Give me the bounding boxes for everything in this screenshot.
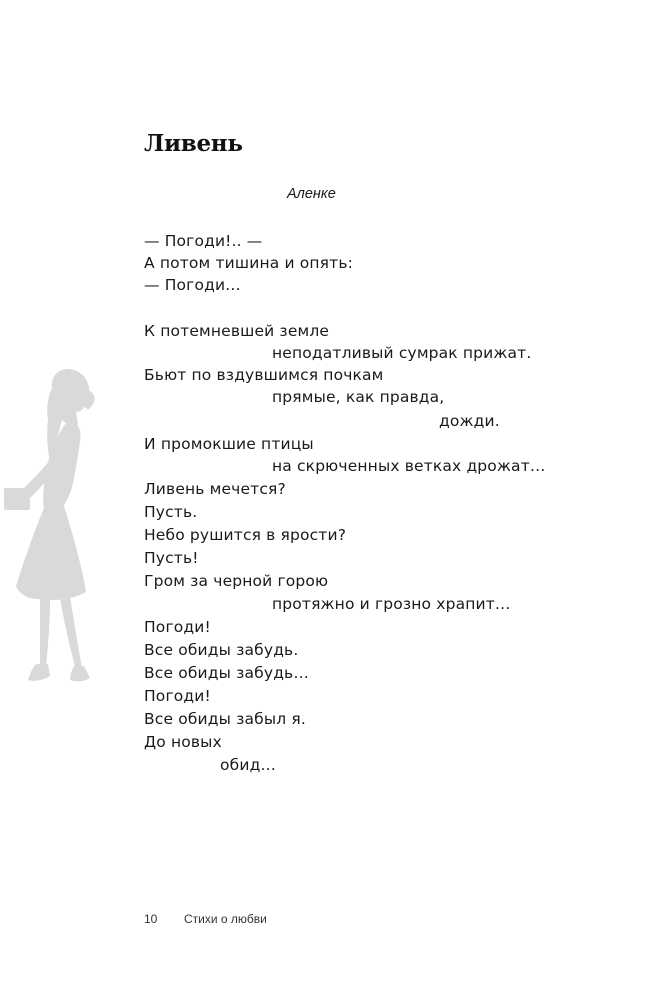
poem-line: — Погоди… <box>144 276 241 294</box>
poem-line: обид… <box>220 756 277 774</box>
poem-line: Небо рушится в ярости? <box>144 526 347 544</box>
poem-line: Гром за черной горою <box>144 572 329 590</box>
poem-line: дожди. <box>439 412 500 430</box>
poem-line: неподатливый сумрак прижат. <box>272 344 532 362</box>
poem-line: Все обиды забудь… <box>144 664 309 682</box>
poem-line: Пусть. <box>144 503 198 521</box>
page-number: 10 <box>144 912 158 926</box>
poem-line: И промокшие птицы <box>144 435 314 453</box>
poem-line: Бьют по вздувшимся почкам <box>144 366 384 384</box>
poem-line: протяжно и грозно храпит… <box>272 595 511 613</box>
poem-line: К потемневшей земле <box>144 322 330 340</box>
poem-line: на скрюченных ветках дрожат… <box>272 457 546 475</box>
poem-line: Ливень мечется? <box>144 480 286 498</box>
poem-line: А потом тишина и опять: <box>144 254 353 272</box>
poem-dedication: Аленке <box>287 186 336 202</box>
poem-line: Все обиды забыл я. <box>144 710 306 728</box>
poem-line: Все обиды забудь. <box>144 641 299 659</box>
poem-title: Ливень <box>144 130 243 157</box>
woman-silhouette-icon <box>0 360 110 700</box>
poem-line: Погоди! <box>144 618 211 636</box>
poem-line: До новых <box>144 733 222 751</box>
poem-line: — Погоди!.. — <box>144 232 263 250</box>
poem-line: Погоди! <box>144 687 211 705</box>
running-title: Стихи о любви <box>184 912 267 926</box>
poem-line: Пусть! <box>144 549 199 567</box>
poem-line: прямые, как правда, <box>272 388 445 406</box>
